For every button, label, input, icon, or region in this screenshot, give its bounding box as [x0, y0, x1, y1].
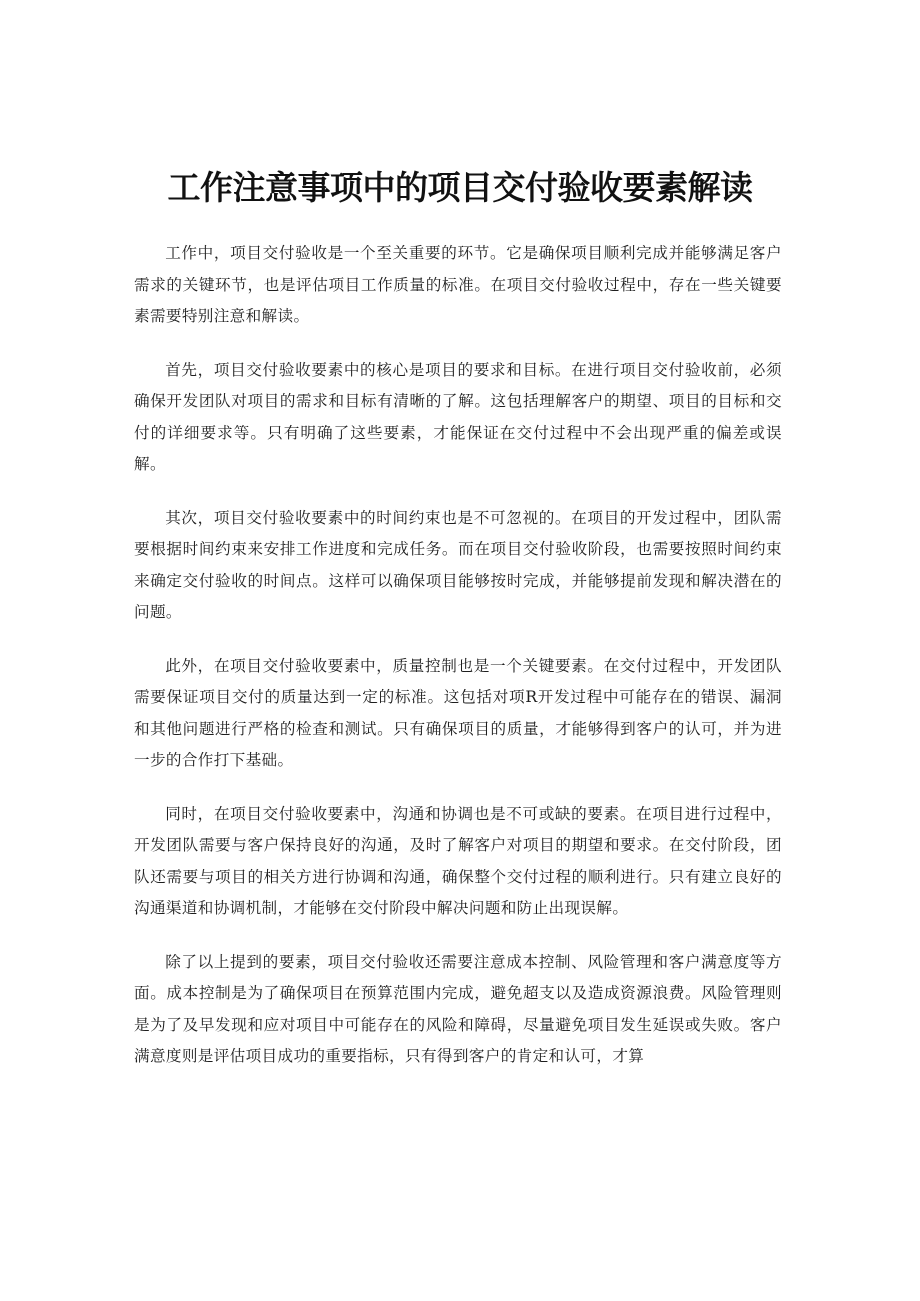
- paragraph-communication: 同时，在项目交付验收要素中，沟通和协调也是不可或缺的要素。在项目进行过程中，开发团队需要与客户保持良好的沟通，及时了解客户对项目的期望和要求。在交付阶段，团队还需要与项目的相关方进行协调和沟通，确保整个交付过程的顺利进行。只有建立良好的沟通渠道和协调机制，才能够在交付阶段中解决问题和防止出现误解。: [134, 804, 782, 917]
- document-title: 工作注意事项中的项目交付验收要素解读: [167, 168, 753, 207]
- paragraph-time-constraints: 其次，项目交付验收要素中的时间约束也是不可忽视的。在项目的开发过程中，团队需要根据时间约束来安排工作进度和完成任务。而在项目交付验收阶段，也需要按照时间约束来确定交付验收的时间点。这样可以确保项目能够按时完成，并能够提前发现和解决潜在的问题。: [134, 508, 782, 621]
- paragraph-quality-control: 此外，在项目交付验收要素中，质量控制也是一个关键要素。在交付过程中，开发团队需要保证项目交付的质量达到一定的标准。这包括对项R开发过程中可能存在的错误、漏洞和其他问题进行严格的检查和测试。只有确保项目的质量，才能够得到客户的认可，并为进一步的合作打下基础。: [134, 656, 782, 769]
- paragraph-intro: 工作中，项目交付验收是一个至关重要的环节。它是确保项目顺利完成并能够满足客户需求的关键环节，也是评估项目工作质量的标准。在项目交付验收过程中，存在一些关键要素需要特别注意和解读。: [134, 244, 782, 325]
- document-body: [134, 238, 782, 1095]
- paragraph-other-factors: 除了以上提到的要素，项目交付验收还需要注意成本控制、风险管理和客户满意度等方面。成本控制是为了确保项目在预算范围内完成，避免超支以及造成资源浪费。风险管理则是为了及早发现和应对项目中可能存在的风险和障碍，尽量避免项目发生延误或失败。客户满意度则是评估项目成功的重要指标，只有得到客户的肯定和认可，才算: [134, 952, 782, 1065]
- paragraph-requirements: 首先，项目交付验收要素中的核心是项目的要求和目标。在进行项目交付验收前，必须确保开发团队对项目的需求和目标有清晰的了解。这包括理解客户的期望、项目的目标和交付的详细要求等。只有明确了这些要素，才能保证在交付过程中不会出现严重的偏差或误解。: [134, 360, 782, 473]
